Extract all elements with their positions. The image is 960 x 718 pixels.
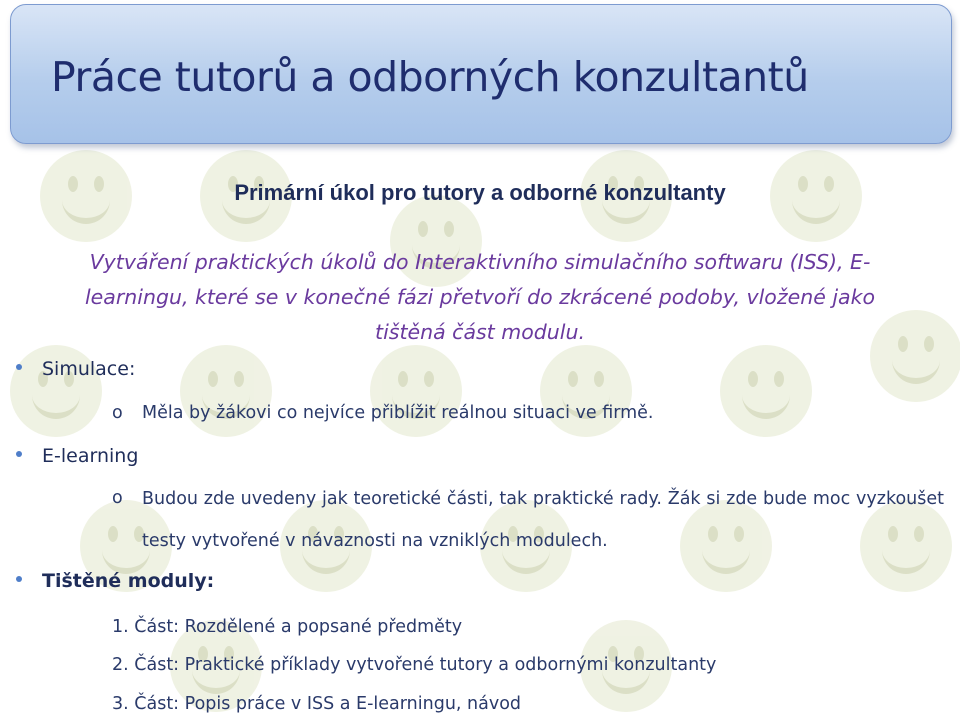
title-banner xyxy=(10,4,952,144)
numbered-item: 3. Část: Popis práce v ISS a E-learningu, návod xyxy=(112,694,522,714)
section-label: Simulace: xyxy=(42,358,136,380)
smiley-face-icon xyxy=(720,345,812,437)
bullet-dot-icon xyxy=(16,451,22,457)
section-label: E-learning xyxy=(42,445,139,467)
simulace-item-text: Měla by žákovi co nejvíce přiblížit reálnou situaci ve firmě. xyxy=(142,403,654,423)
section-label: Tištěné moduly: xyxy=(42,570,215,592)
intro-line: Vytváření praktických úkolů do Interaktivního simulačního softwaru (ISS), E- xyxy=(89,250,871,274)
bullet-dot-icon xyxy=(16,364,22,370)
numbered-item: 1. Část: Rozdělené a popsané předměty xyxy=(112,617,463,637)
numbered-item: 2. Část: Praktické příklady vytvořené tutory a odbornými konzultanty xyxy=(112,655,717,675)
circle-bullet-icon: o xyxy=(112,403,123,423)
intro-line: learningu, které se v konečné fázi přetvoří do zkrácené podoby, vložené jako xyxy=(84,285,876,309)
smiley-face-icon xyxy=(540,345,632,437)
bullet-tistene-moduly xyxy=(16,570,214,592)
smiley-face-icon xyxy=(370,345,462,437)
bullet-dot-icon xyxy=(16,576,22,582)
circle-bullet-icon: o xyxy=(112,488,123,508)
elearning-item-text: Budou zde uvedeny jak teoretické části, tak praktické rady. Žák si zde bude moc vyzkoušet testy vytvořené v návaznosti na vzniklých modulech. xyxy=(142,489,944,551)
slide-title: Práce tutorů a odborných konzultantů xyxy=(51,53,809,101)
smiley-face-icon xyxy=(180,345,272,437)
bullet-elearning xyxy=(16,445,138,467)
intro-paragraph xyxy=(30,245,930,350)
bullet-simulace xyxy=(16,358,135,380)
slide-subtitle: Primární úkol pro tutory a odborné konzultanty xyxy=(234,180,726,205)
intro-line: tištěná část modulu. xyxy=(375,320,585,344)
